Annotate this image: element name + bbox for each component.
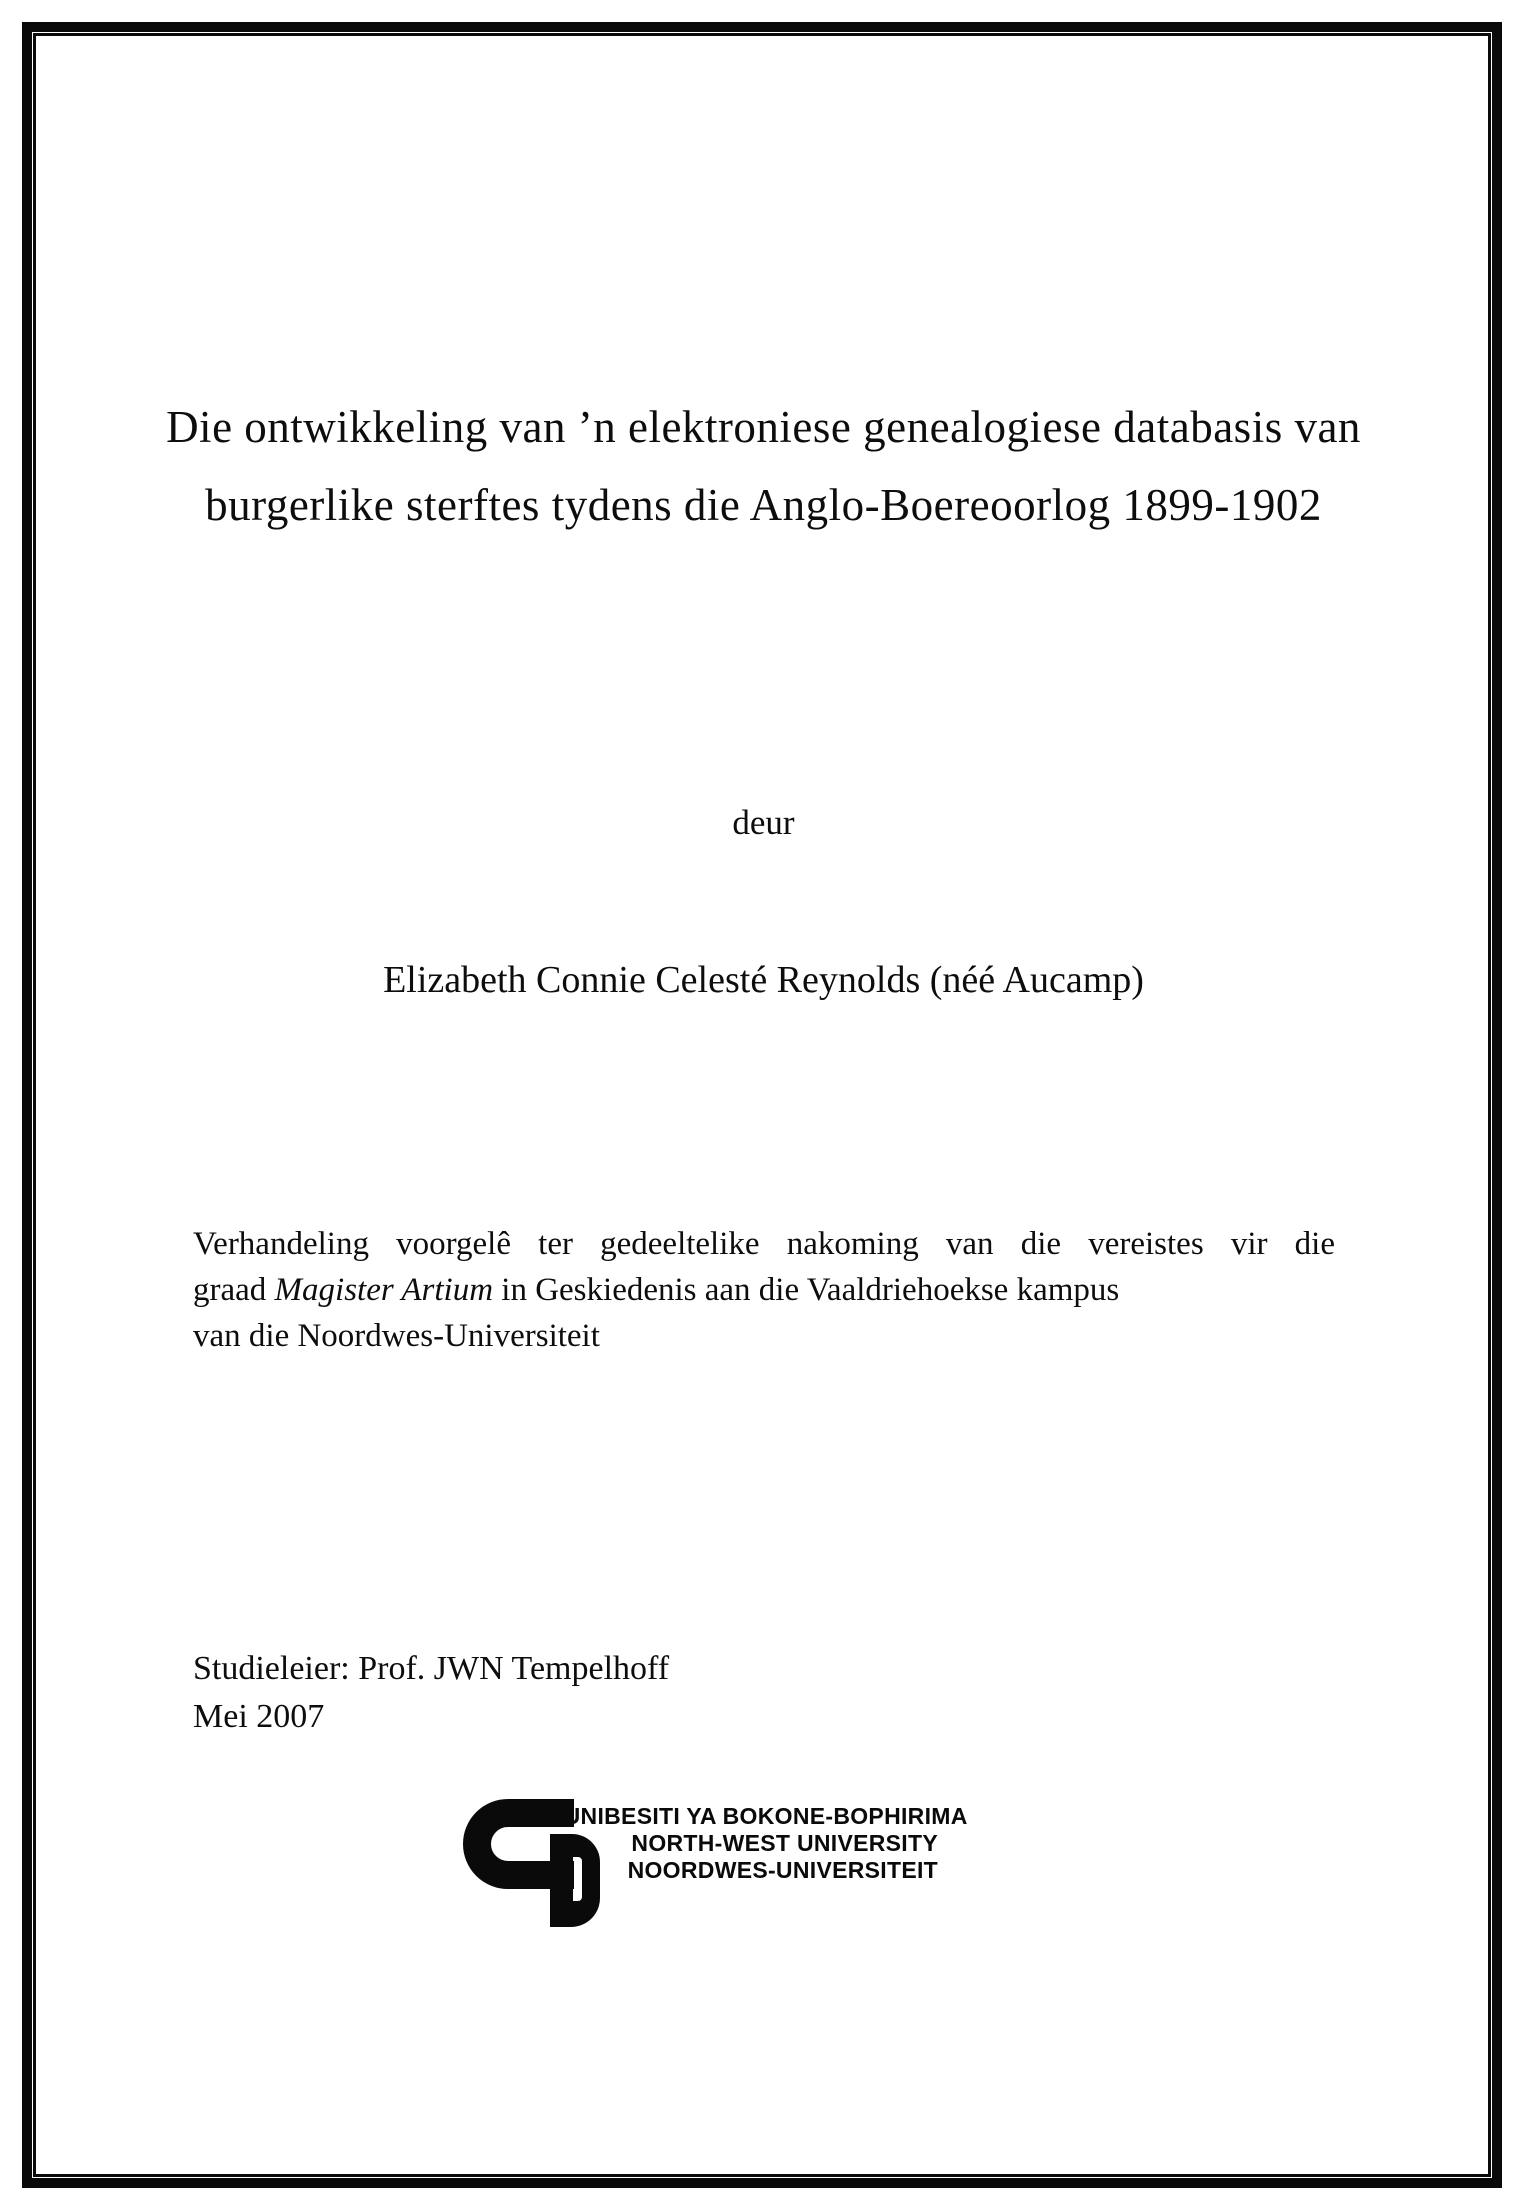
- supervisor-block: [193, 1645, 669, 1741]
- university-logo-text: [548, 1803, 968, 1884]
- degree-statement-line-2-pre: graad: [193, 1272, 275, 1308]
- logo-text-english: NORTH-WEST UNIVERSITY: [631, 1830, 938, 1856]
- supervisor-line: Studieleier: Prof. JWN Tempelhoff: [193, 1650, 670, 1687]
- logo-text-setswana: YUNIBESITI YA BOKONE-BOPHIRIMA: [548, 1803, 968, 1829]
- university-logo: [455, 1790, 1075, 1940]
- degree-statement-line-3: van die Noordwes-Universiteit: [193, 1318, 600, 1354]
- degree-statement-line-2: [193, 1267, 1335, 1313]
- degree-name-italic: Magister Artium: [274, 1272, 494, 1308]
- byline-label: deur: [732, 803, 795, 842]
- logo-text-afrikaans: NOORDWES-UNIVERSITEIT: [627, 1857, 938, 1883]
- thesis-title-line-2: burgerlike sterftes tydens die Anglo-Boereoorlog 1899-1902: [205, 480, 1322, 530]
- author-name: Elizabeth Connie Celesté Reynolds (néé Aucamp): [383, 959, 1144, 1001]
- degree-statement: [193, 1221, 1335, 1359]
- date-line: Mei 2007: [193, 1698, 325, 1735]
- thesis-title-line-1: Die ontwikkeling van ’n elektroniese genealogiese databasis van: [166, 402, 1361, 452]
- degree-statement-line-2-post: in Geskiedenis aan die Vaaldriehoekse kampus: [493, 1272, 1120, 1308]
- degree-statement-line-1: Verhandeling voorgelê ter gedeeltelike nakoming van die vereistes vir die: [193, 1226, 1335, 1262]
